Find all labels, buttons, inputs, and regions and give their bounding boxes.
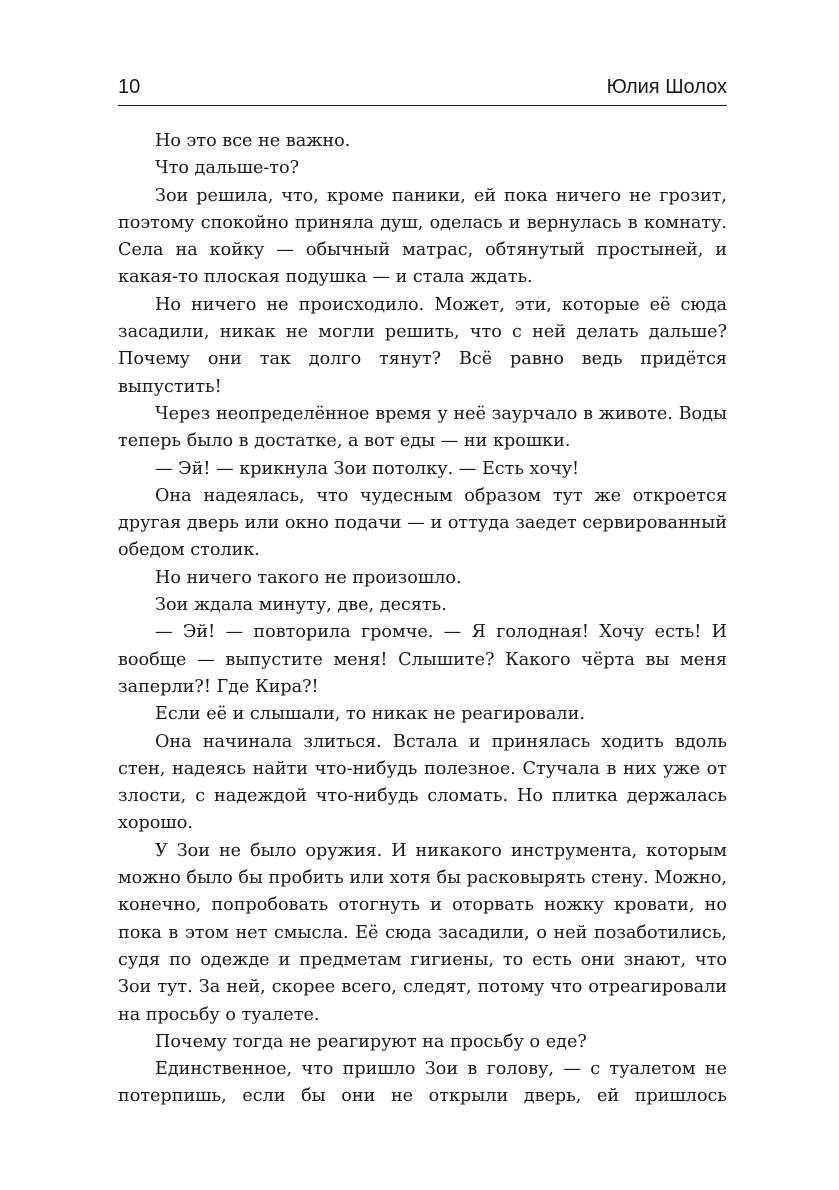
paragraph: Но ничего не происходило. Может, эти, которые её сюда засадили, никак не могли решить, что с ней делать дальше? Почему они так долго тянут? Всё равно ведь придётся выпустить! xyxy=(118,294,727,397)
body-text xyxy=(118,128,727,1111)
paragraph: Но ничего такого не произошло. xyxy=(155,567,462,588)
paragraph: Почему тогда не реагируют на просьбу о еде? xyxy=(155,1031,587,1052)
paragraph: Она надеялась, что чудесным образом тут же откроется другая дверь или окно подачи — и оттуда заедет сервированный обедом столик. xyxy=(118,485,727,561)
paragraph: Зои решила, что, кроме паники, ей пока ничего не грозит, поэтому спокойно приняла душ, оделась и вернулась в комнату. Села на койку — обычный матрас, обтянутый простыней, и какая-то плоская подушка — и стала ждать. xyxy=(118,185,727,288)
paragraph: — Эй! — повторила громче. — Я голодная! Хочу есть! И вообще — выпустите меня! Слышите? Какого чёрта вы меня заперли?! Где Кира?! xyxy=(118,622,727,697)
paragraph: Зои ждала минуту, две, десять. xyxy=(155,595,447,616)
paragraph: Что дальше-то? xyxy=(155,158,300,179)
paragraph: Она начинала злиться. Встала и принялась ходить вдоль стен, надеясь найти что-нибудь полезное. Стучала в них уже от злости, с надеждой что-нибудь сломать. Но плитка держалась хорошо. xyxy=(118,731,727,834)
header-rule xyxy=(118,105,727,106)
paragraph: Если её и слышали, то никак не реагировали. xyxy=(155,704,585,725)
book-author-title: Юлия Шолох xyxy=(606,76,727,98)
running-head xyxy=(118,74,727,104)
paragraph: У Зои не было оружия. И никакого инструмента, которым можно было бы пробить или хотя бы расковырять стену. Можно, конечно, попробовать отогнуть и оторвать ножку кровати, но пока в этом нет смысла. Её сюда засадили, о ней позаботились, судя по одежде и предметам гигиены, то есть они знают, что Зои тут. За ней, скорее всего, следят, потому что отреагировали на просьбу о туалете. xyxy=(118,840,728,1025)
paragraph: Но это все не важно. xyxy=(155,131,351,151)
paragraph: Единственное, что пришло Зои в голову, — с туалетом не потерпишь, если бы они не открыли дверь, ей пришлось xyxy=(118,1059,727,1107)
paragraph: Через неопределённое время у неё заурчало в животе. Воды теперь было в достатке, а вот еды — ни крошки. xyxy=(118,403,727,452)
paragraph: — Эй! — крикнула Зои потолку. — Есть хочу! xyxy=(155,458,580,479)
page-number: 10 xyxy=(118,76,141,98)
